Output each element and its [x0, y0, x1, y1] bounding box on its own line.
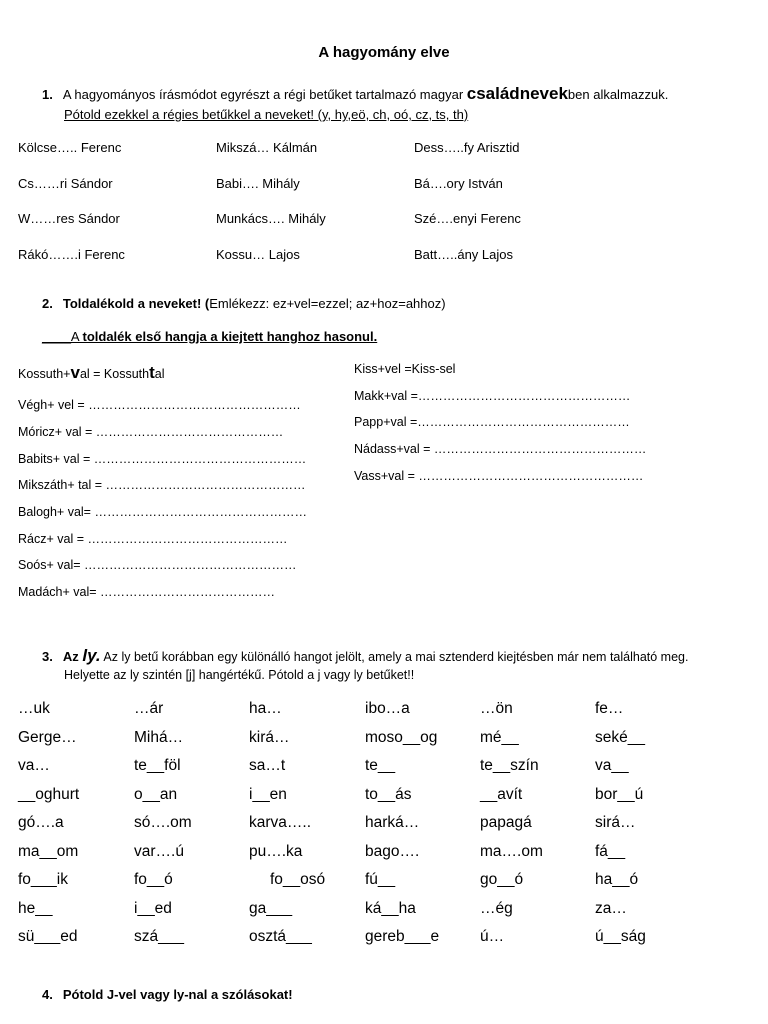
name-item: Batt…..ány Lajos	[414, 247, 513, 262]
suffix-item: Babits+ val = ……………………………………………	[18, 452, 307, 466]
name-item: W……res Sándor	[18, 211, 120, 226]
word-blank: Gerge…	[18, 729, 77, 746]
word-blank: ha__ó	[595, 871, 639, 888]
word-blank: fú__	[365, 871, 396, 888]
word-blank: fo___ik	[18, 871, 68, 888]
rule-text: toldalék első hangja a kiejtett hanghoz hasonul.	[82, 329, 378, 344]
section-1-number: 1.	[42, 87, 53, 102]
word-blank: karva…..	[249, 814, 312, 831]
word-blank: ibo…a	[365, 700, 410, 717]
word-blank: sa…t	[249, 757, 286, 774]
word-blank: szá___	[134, 928, 184, 945]
word-blank: só….om	[134, 814, 192, 831]
rule-prefix: ____A	[42, 329, 83, 344]
section-2-number: 2.	[42, 296, 53, 311]
name-item: Rákó…….i Ferenc	[18, 247, 125, 262]
word-blank: __oghurt	[18, 786, 80, 803]
word-blank: papagá	[480, 814, 532, 831]
suffix-item: Végh+ vel = ……………………………………………	[18, 398, 301, 412]
word-blank: ú__ság	[595, 928, 646, 945]
word-blank: mé__	[480, 729, 519, 746]
word-blank: ká__ha	[365, 900, 416, 917]
name-item: Bá….ory István	[414, 176, 503, 191]
word-blank: kirá…	[249, 729, 290, 746]
word-blank: harká…	[365, 814, 420, 831]
section-1-intro	[42, 84, 668, 104]
section-3-instruction: Helyette az ly szintén [j] hangértékű. Pótold a j vagy ly betűket!!	[64, 668, 415, 682]
section-3-number: 3.	[42, 649, 53, 664]
word-blank: te__szín	[480, 757, 539, 774]
suffix-item: Soós+ val= ……………………………………………	[18, 558, 297, 572]
word-blank: __avít	[480, 786, 523, 803]
word-blank: fe…	[595, 700, 624, 717]
section-1-intro-bold: családnevek	[466, 84, 568, 103]
section-2-rule	[42, 329, 377, 344]
suffix-item: Makk+val =……………………………………………	[354, 389, 631, 403]
word-blank: …ön	[480, 700, 513, 717]
word-blank: te__föl	[134, 757, 181, 774]
suffix-item: Mikszáth+ tal = …………………………………………	[18, 478, 306, 492]
word-blank: i__ed	[134, 900, 172, 917]
word-blank: i__en	[249, 786, 287, 803]
name-item: Mikszá… Kálmán	[216, 140, 318, 155]
word-blank: …uk	[18, 700, 50, 717]
section-1-intro-end: ben alkalmazzuk.	[567, 87, 669, 102]
example-part: al = Kossuth	[79, 367, 150, 381]
word-blank: …ár	[134, 700, 164, 717]
word-blank: sirá…	[595, 814, 636, 831]
word-blank: ga___	[249, 900, 293, 917]
word-blank: fá__	[595, 843, 626, 860]
word-blank: to__ás	[365, 786, 412, 803]
section-4-heading	[42, 987, 293, 1002]
word-blank: ú…	[480, 928, 505, 945]
section-3-intro	[42, 646, 688, 666]
word-blank: bor__ú	[595, 786, 644, 803]
name-item: Kölcse….. Ferenc	[18, 140, 122, 155]
name-item: Dess…..fy Arisztid	[414, 140, 520, 155]
section-2-example	[18, 363, 164, 383]
example-part: Kossuth+	[18, 367, 71, 381]
word-blank: he__	[18, 900, 53, 917]
suffix-item: Balogh+ val= ……………………………………………	[18, 505, 307, 519]
example-big-letter: v	[70, 363, 80, 382]
section-1-intro-start: A hagyományos írásmódot egyrészt a régi betűket tartalmazó magyar	[62, 87, 467, 102]
name-item: Szé….enyi Ferenc	[414, 211, 521, 226]
word-blank: va__	[595, 757, 629, 774]
section-4-number: 4.	[42, 987, 53, 1002]
section-4-text: Pótold J-vel vagy ly-nal a szólásokat!	[62, 987, 293, 1002]
name-item: Kossu… Lajos	[216, 247, 300, 262]
section-2-heading	[42, 296, 446, 311]
word-blank: go__ó	[480, 871, 524, 888]
section-3-intro-text: Az ly betű korábban egy különálló hangot jelölt, amely a mai sztenderd kiejtésben már nem található meg.	[100, 650, 689, 664]
suffix-item: Kiss+vel =Kiss-sel	[354, 362, 456, 376]
word-blank: gó….a	[18, 814, 64, 831]
word-blank: pu….ka	[249, 843, 303, 860]
section-1-instruction: Pótold ezekkel a régies betűkkel a neveket! (y, hy,eö, ch, oó, cz, ts, th)	[64, 107, 469, 122]
word-blank: …ég	[480, 900, 513, 917]
word-blank: ha…	[249, 700, 282, 717]
word-blank: osztá___	[249, 928, 312, 945]
word-blank: Mihá…	[134, 729, 184, 746]
section-2-heading-bold: Toldalékold a neveket! (	[62, 296, 210, 311]
word-blank: gereb___e	[365, 928, 440, 945]
section-3-az: Az	[62, 649, 83, 664]
suffix-item: Madách+ val= ……………………………………	[18, 585, 275, 599]
word-blank: sü___ed	[18, 928, 78, 945]
word-blank: te__	[365, 757, 396, 774]
section-3-ly: ly.	[82, 646, 101, 665]
word-blank: seké__	[595, 729, 645, 746]
suffix-item: Papp+val =……………………………………………	[354, 415, 630, 429]
word-blank: va…	[18, 757, 50, 774]
suffix-item: Rácz+ val = …………………………………………	[18, 532, 288, 546]
suffix-item: Vass+val = ………………………………………………	[354, 469, 644, 483]
word-blank: var….ú	[134, 843, 184, 860]
name-item: Cs……ri Sándor	[18, 176, 113, 191]
word-blank: bago….	[365, 843, 420, 860]
name-item: Munkács…. Mihály	[216, 211, 326, 226]
word-blank: za…	[595, 900, 627, 917]
name-item: Babi…. Mihály	[216, 176, 300, 191]
suffix-item: Nádass+val = ……………………………………………	[354, 442, 647, 456]
section-2-heading-note: Emlékezz: ez+vel=ezzel; az+hoz=ahhoz)	[209, 296, 446, 311]
word-blank: ma__om	[18, 843, 79, 860]
word-blank: fo__osó	[270, 871, 326, 888]
example-part: al	[154, 367, 165, 381]
word-blank: o__an	[134, 786, 178, 803]
word-blank: ma….om	[480, 843, 543, 860]
example-big-letter: t	[149, 363, 155, 382]
word-blank: moso__og	[365, 729, 438, 746]
word-blank: fo__ó	[134, 871, 173, 888]
suffix-item: Móricz+ val = ………………………………………	[18, 425, 284, 439]
page-title: A hagyomány elve	[318, 44, 450, 61]
